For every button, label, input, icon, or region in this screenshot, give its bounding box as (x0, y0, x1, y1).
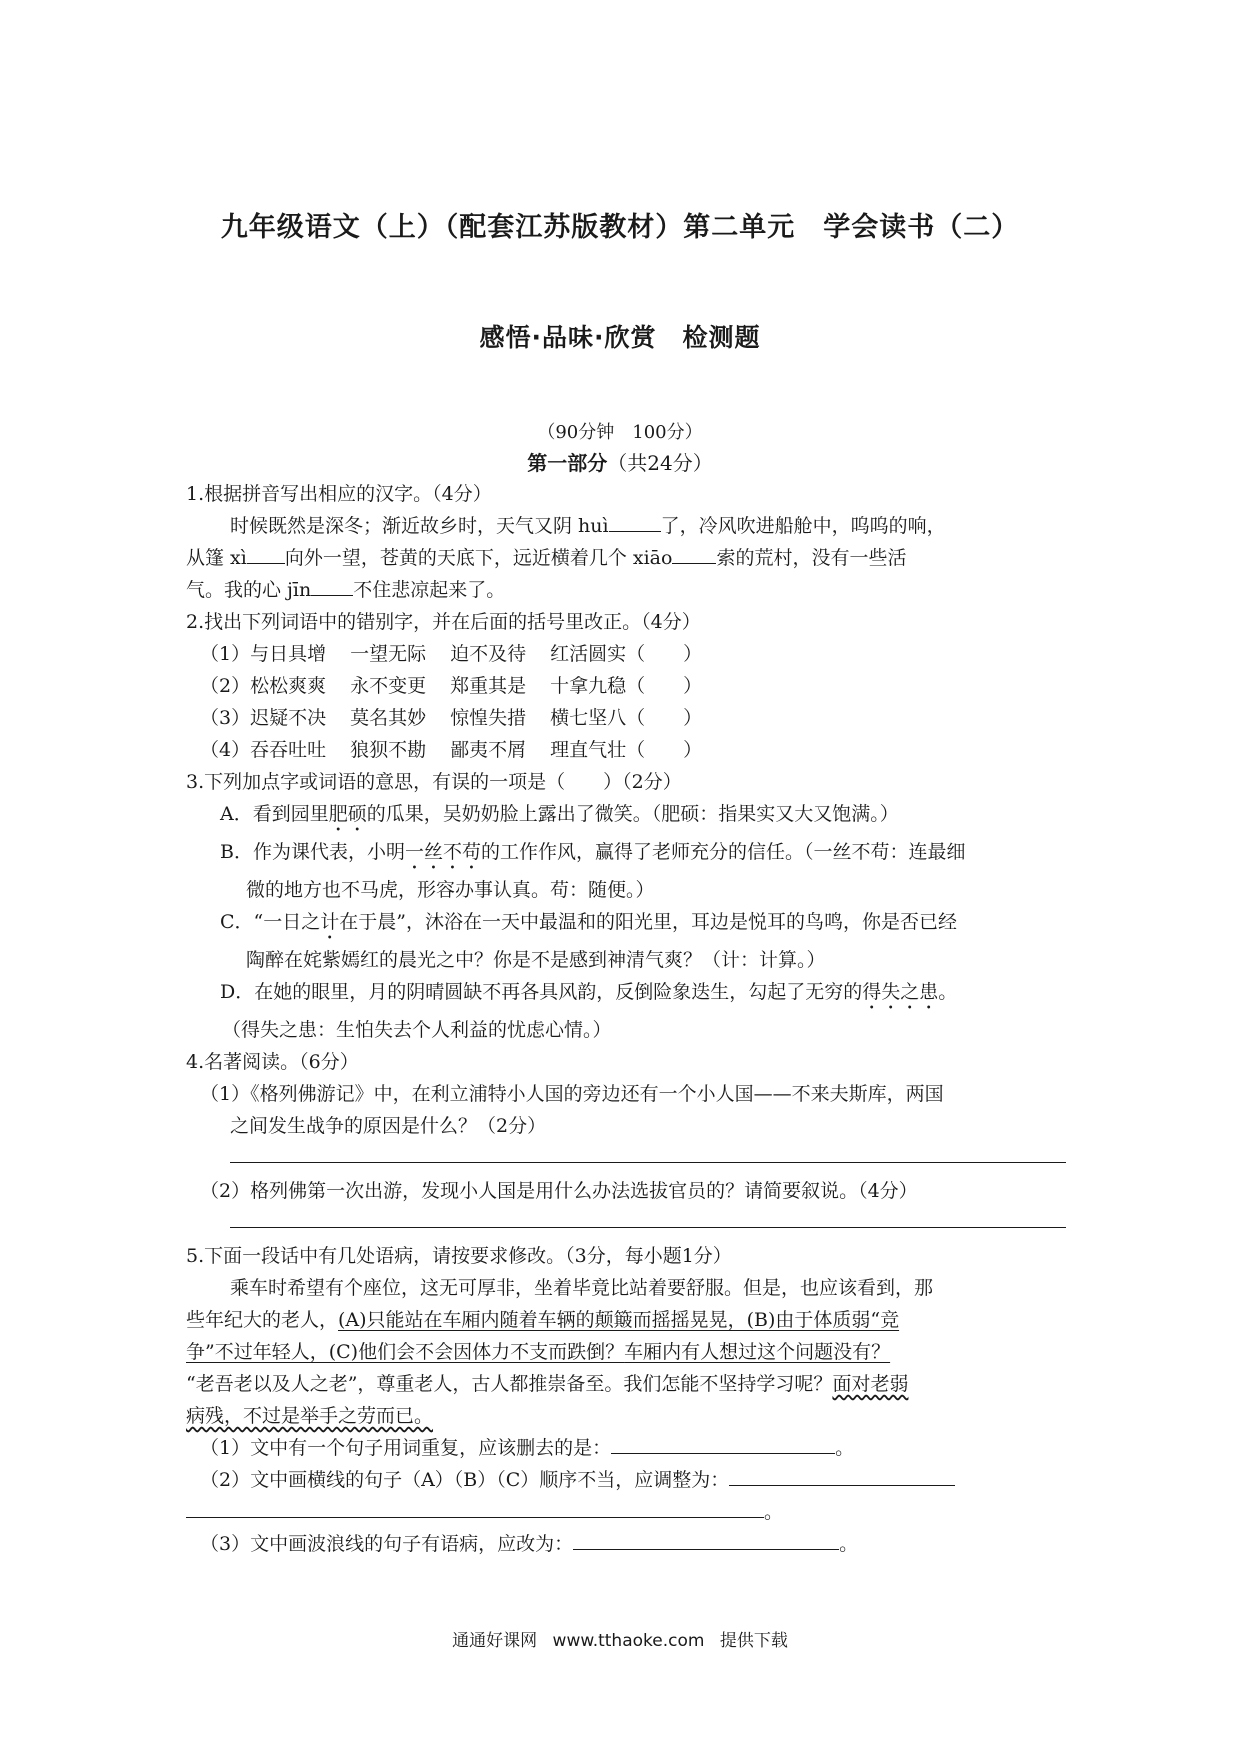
q2-word: 惊惶失措 (450, 707, 527, 729)
part-label: 第一部分 (527, 451, 608, 475)
footer-suffix: 提供下载 (719, 1631, 788, 1651)
q5-answer-blank-2b[interactable] (186, 1497, 764, 1518)
q5-period: 。 (835, 1437, 855, 1459)
q5-wavy-sentence: 病残，不过是举手之劳而已。 (186, 1405, 434, 1427)
q2-word: 迫不及待 (450, 643, 527, 665)
q4-sub-1: （1）《格列佛游记》中，在利立浦特小人国的旁边还有一个小人国——不来夫斯库，两国 (200, 1083, 944, 1105)
q2-row (186, 702, 1066, 734)
q5-underlined-sentence: (A)只能站在车厢内随着车辆的颠簸而摇摇晃晃，(B)由于体质弱“竞 (338, 1309, 900, 1331)
q1-blank-2[interactable] (247, 543, 285, 564)
q4-sub-2: （2）格列佛第一次出游，发现小人国是用什么办法选拔官员的？请简要叙说。（4分） (200, 1180, 918, 1202)
q2-stem: 2.找出下列词语中的错别字，并在后面的括号里改正。（4分） (186, 611, 701, 633)
q5-answer-blank-1[interactable] (611, 1433, 835, 1454)
q2-row (186, 734, 1066, 766)
q2-word-with-answer[interactable]: 十拿九稳（ ） (550, 675, 703, 697)
footer-url[interactable]: www.tthaoke.com (552, 1631, 705, 1651)
part-heading (0, 447, 1240, 476)
q5-period: 。 (839, 1533, 859, 1555)
q2-word: 松松爽爽 (250, 675, 327, 697)
q4-answer-line-2[interactable] (230, 1207, 1066, 1228)
q3-dotted-word: 计 (320, 911, 340, 933)
q5-sub-2-cont (186, 1496, 1066, 1528)
exam-time-score: （90分钟 100分） (537, 422, 703, 443)
q1-text: 向外一望，苍黄的天底下，远近横着几个 xiāo (284, 547, 673, 569)
q1-passage-line (186, 542, 1066, 574)
q2-word: 鄙夷不屑 (450, 739, 527, 761)
q1-blank-4[interactable] (311, 575, 353, 596)
q2-word: 迟疑不决 (250, 707, 327, 729)
q1-text: 不住悲凉起来了。 (353, 579, 506, 601)
q3-dotted-word: 肥硕 (328, 803, 367, 825)
q4-answer-line-1[interactable] (230, 1142, 1066, 1163)
q5-passage-line: 乘车时希望有个座位，这无可厚非，坐着毕竟比站着要舒服。但是，也应该看到，那 (230, 1277, 934, 1299)
q1-text: 从篷 xì (186, 547, 247, 569)
q2-word: 永不变更 (350, 675, 427, 697)
q2-row-number: （4） (200, 739, 251, 761)
q3-text: 的瓜果，吴奶奶脸上露出了微笑。（肥硕：指果实又大又饱满。） (366, 803, 899, 825)
document-title: 九年级语文（上）（配套江苏版教材）第二单元 学会读书（二） (220, 212, 1020, 243)
q1-text: 了，冷风吹进船舱中，呜呜的响， (660, 515, 946, 537)
q3-text: A．看到园里 (220, 803, 329, 825)
q1-text: 索的荒村，没有一些活 (716, 547, 907, 569)
q3-stem: 3.下列加点字或词语的意思，有误的一项是（ ）（2分） (186, 771, 682, 793)
question-content (186, 478, 1066, 1560)
q2-word-with-answer[interactable]: 横七坚八（ ） (550, 707, 703, 729)
q5-answer-blank-2[interactable] (729, 1465, 955, 1486)
q5-passage-line (186, 1304, 1066, 1336)
q3-text: 在于晨”，沐浴在一天中最温和的阳光里，耳边是悦耳的鸟鸣，你是否已经 (339, 911, 957, 933)
q2-word: 郑重其是 (450, 675, 527, 697)
q1-blank-3[interactable] (672, 543, 716, 564)
q3-option-a (186, 798, 1066, 836)
q3-text: 。 (938, 981, 958, 1003)
q5-sub-text: （3）文中画波浪线的句子有语病，应改为： (200, 1533, 574, 1555)
q1-blank-1[interactable] (609, 511, 661, 532)
q3-option-b-cont: 微的地方也不马虎，形容办事认真。苟：随便。） (246, 879, 655, 901)
q3-option-b (186, 836, 1066, 874)
q5-sub-3 (186, 1528, 1066, 1560)
q5-sub-1 (186, 1432, 1066, 1464)
q5-passage-line (186, 1400, 1066, 1432)
q3-option-c-cont: 陶醉在姹紫嫣红的晨光之中？你是不是感到神清气爽？（计：计算。） (246, 949, 826, 971)
q1-text: 时候既然是深冬；渐近故乡时，天气又阴 huì (230, 515, 609, 537)
q5-period: 。 (764, 1501, 784, 1523)
q5-sub-text: （2）文中画横线的句子（A）（B）（C）顺序不当，应调整为： (200, 1469, 730, 1491)
q3-text: B．作为课代表，小明 (220, 841, 405, 863)
q2-row-number: （3） (200, 707, 251, 729)
q5-underlined-sentence: 车厢内有人想过这个问题没有？ (624, 1341, 891, 1363)
q4-stem: 4.名著阅读。（6分） (186, 1051, 359, 1073)
q3-text: 的工作作风，赢得了老师充分的信任。（一丝不苟：连最细 (480, 841, 966, 863)
q1-text: 气。我的心 jīn (186, 579, 312, 601)
q5-sub-text: （1）文中有一个句子用词重复，应该删去的是： (200, 1437, 612, 1459)
footer-site-name: 通通好课网 (452, 1631, 538, 1651)
q5-wavy-sentence: 面对老弱 (832, 1373, 909, 1395)
q2-word-with-answer[interactable]: 理直气壮（ ） (550, 739, 703, 761)
q5-text: “老吾老以及人之老”，尊重老人，古人都推崇备至。我们怎能不坚持学习呢？ (186, 1373, 833, 1395)
q1-passage-line (186, 574, 1066, 606)
q2-row (186, 638, 1066, 670)
q5-stem: 5.下面一段话中有几处语病，请按要求修改。（3分，每小题1分） (186, 1245, 732, 1267)
q5-answer-blank-3[interactable] (573, 1529, 839, 1550)
q2-word: 狼狈不勘 (350, 739, 427, 761)
document-subtitle: 感悟·品味·欣赏 检测题 (479, 323, 761, 352)
q5-sub-2 (186, 1464, 1066, 1496)
q3-option-d (186, 976, 1066, 1014)
q2-word: 一望无际 (350, 643, 427, 665)
q3-option-c (186, 906, 1066, 944)
q3-dotted-word: 得失之患 (862, 981, 939, 1003)
q2-row-number: （2） (200, 675, 251, 697)
q5-text: 些年纪大的老人， (186, 1309, 339, 1331)
q3-option-d-cont: （得失之患：生怕失去个人利益的忧虑心情。） (222, 1019, 612, 1041)
page-footer (0, 1626, 1240, 1651)
q2-row-number: （1） (200, 643, 251, 665)
q4-sub-1-cont: 之间发生战争的原因是什么？（2分） (230, 1115, 547, 1137)
q2-word: 与日具增 (250, 643, 327, 665)
q3-text: D．在她的眼里，月的阴晴圆缺不再各具风韵，反倒险象迭生，勾起了无穷的 (220, 981, 863, 1003)
q5-passage-line (186, 1336, 1066, 1368)
q1-passage-line (186, 510, 1066, 542)
q1-stem: 1.根据拼音写出相应的汉字。（4分） (186, 483, 492, 505)
q2-word: 吞吞吐吐 (250, 739, 327, 761)
part-score: （共24分） (607, 451, 713, 475)
q2-word-with-answer[interactable]: 红活圆实（ ） (550, 643, 703, 665)
q3-dotted-word: 一丝不苟 (404, 841, 481, 863)
q3-text: C．“一日之 (220, 911, 321, 933)
q2-word: 莫名其妙 (350, 707, 427, 729)
q5-passage-line (186, 1368, 1066, 1400)
q2-row (186, 670, 1066, 702)
q5-underlined-sentence: 争”不过年轻人，(C)他们会不会因体力不支而跌倒？ (186, 1341, 625, 1363)
